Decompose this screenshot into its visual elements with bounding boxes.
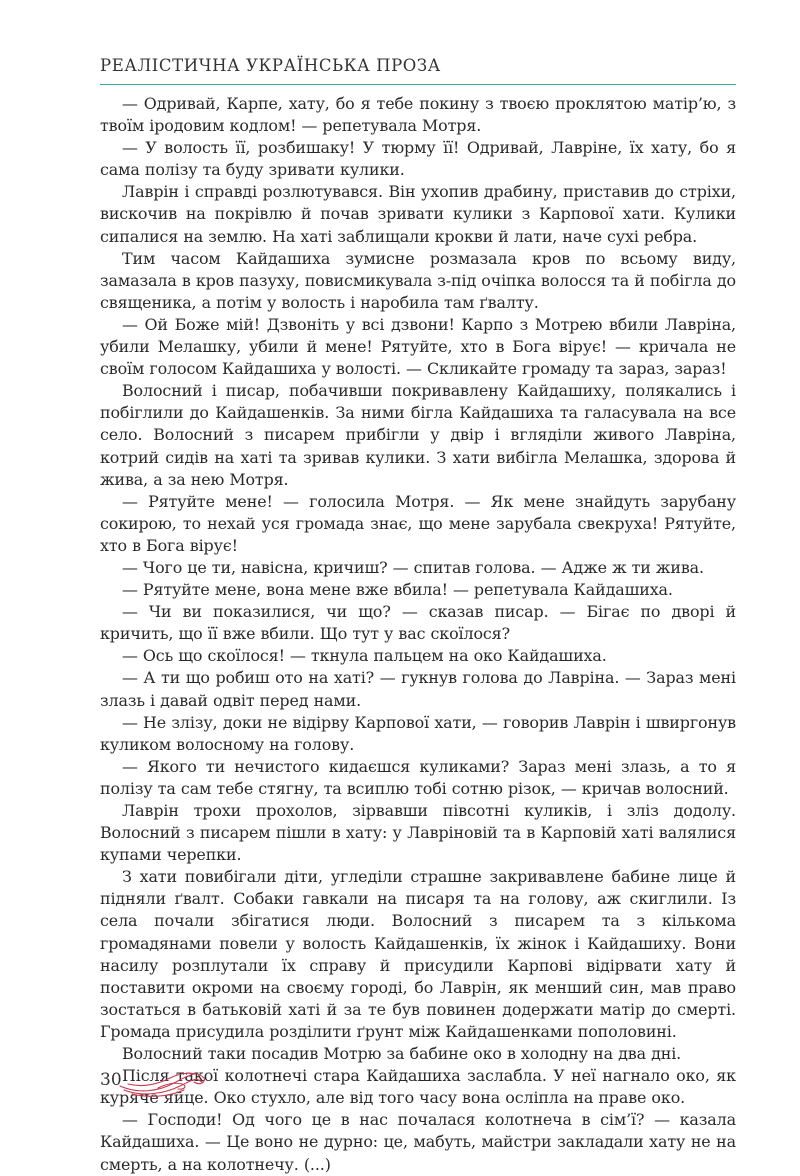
- paragraph: — Не злізу, доки не відірву Карпової хати, — говорив Лаврін і швиргонув куликом волосному на голову.: [100, 712, 736, 754]
- paragraph: — Рятуйте мене, вона мене вже вбила! — репетувала Кайдашиха.: [122, 580, 673, 600]
- paragraph: — Одривай, Карпе, хату, бо я тебе покину з твоєю проклятою матір’ю, з твоїм іродовим кодлом! — репетувала Мотря.: [100, 94, 736, 136]
- paragraph: — Ой Боже мій! Дзвоніть у всі дзвони! Карпо з Мотрею вбили Лавріна, убили Мелашку, убили й мене! Рятуйте, хто в Бога вірує! — кричала не своїм голосом Кайдашиха у волості. — Скликайте громаду та зараз, зараз!: [100, 314, 736, 379]
- paragraph: — А ти що робиш ото на хаті? — гукнув голова до Лавріна. — Зараз мені злазь і давай одвіт перед нами.: [100, 668, 736, 710]
- paragraph: — У волость її, розбишаку! У тюрму її! Одривай, Лавріне, їх хату, бо я сама полізу та буду зривати кулики.: [100, 138, 736, 180]
- paragraph: Лаврін і справді розлютувався. Він ухопив драбину, приставив до стріхи, вискочив на покрівлю й почав зривати кулики з Карпової хати. Кулики сипалися на землю. На хаті заблищали крокви й лати, наче сухі ребра.: [100, 182, 736, 246]
- paragraph: Волосний і писар, побачивши покривавлену Кайдашиху, полякались і побіглили до Кайдашенків. За ними бігла Кайдашиха та галасувала на все село. Волосний з писарем прибігли у двір і вгляділи живого Лавріна, котрий сидів на хаті та зривав кулики. З хати вибігла Мелашка, здорова й жива, а за нею Мотря.: [100, 381, 736, 489]
- paragraph: — Якого ти нечистого кидаєшся куликами? Зараз мені злазь, а то я полізу та сам тебе стягну, та всиплю тобі сотню різок, — кричав волосний.: [100, 756, 736, 798]
- section-title: РЕАЛІСТИЧНА УКРАЇНСЬКА ПРОЗА: [100, 56, 441, 75]
- paragraph: — Рятуйте мене! — голосила Мотря. — Як мене знайдуть зарубану сокирою, то нехай уся громада знає, що мене зарубала свекруха! Рятуйте, хто в Бога вірує!: [100, 491, 736, 555]
- paragraph: — Чого це ти, навісна, кричиш? — спитав голова. — Адже ж ти жива.: [122, 557, 704, 577]
- page-footer: [100, 1062, 300, 1102]
- paragraph: — Ось що скоїлося! — ткнула пальцем на око Кайдашиха.: [122, 646, 607, 666]
- flourish-icon: [118, 1064, 208, 1100]
- page-number: 30: [100, 1070, 122, 1090]
- paragraph: Тим часом Кайдашиха зумисне розмазала кров по всьому виду, замазала в кров пазуху, повисмикувала з-під очіпка волосся та й побігла до священика, а потім у волость і наробила там ґвалту.: [100, 248, 736, 312]
- paragraph: Волосний таки посадив Мотрю за бабине око в холодну на два дні.: [122, 1044, 682, 1064]
- header-divider: [100, 84, 736, 85]
- running-header: [100, 56, 736, 75]
- paragraph: — Чи ви показилися, чи що? — сказав писар. — Бігає по дворі й кричить, що її вже вбили. Що тут у вас скоїлося?: [100, 602, 736, 644]
- paragraph: Лаврін трохи прохолов, зірвавши півсотні куликів, і зліз додолу. Волосний з писарем пішли в хату: у Лавріновій та в Карповій хаті валялися купами черепки.: [100, 801, 736, 865]
- paragraph: Після такої колотнечі стара Кайдашиха заслабла. У неї нагнало око, як куряче яйце. Око стухло, але від того часу вона осліпла на праве око.: [100, 1066, 736, 1108]
- paragraph: З хати повибігали діти, угледіли страшне закривавлене бабине лице й підняли ґвалт. Собаки гавкали на писаря та на голову, аж скиглили. Із села почали збігатися люди. Волосний з писарем та з кількома громадянами повели у волость Кайдашенків, їх жінок і Кайдашиху. Вони насилу розплутали їх справу й присудили Карпові відірвати хату й поставити окроми на своєму городі, бо Лаврін, як менший син, мав право зостаться в батьковій хаті й за те був повинен додержати матір до смерті. Громада присудила розділити ґрунт між Кайдашенками пополовині.: [100, 867, 736, 1041]
- paragraph: — Господи! Од чого це в нас почалася колотнеча в сім’ї? — казала Кайдашиха. — Це воно не дурно: це, мабуть, майстри закладали хату не на смерть, а на колотнечу. (...): [100, 1110, 736, 1174]
- text-body: [100, 93, 736, 1176]
